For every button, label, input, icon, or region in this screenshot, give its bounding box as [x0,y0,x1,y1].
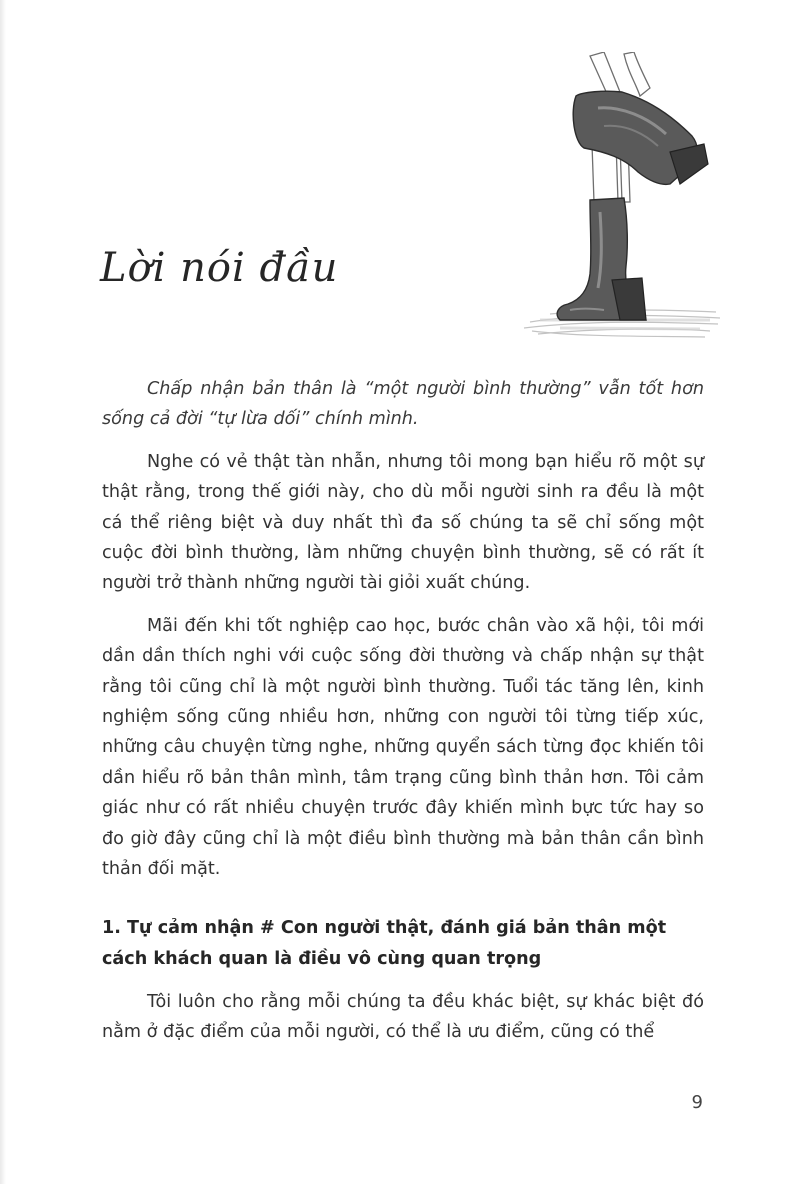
body-paragraph: Mãi đến khi tốt nghiệp cao học, bước chân vào xã hội, tôi mới dần dần thích nghi với cuộc sống đời thường và chấp nhận sự thật rằng tôi cũng chỉ là một người bình thường. Tuổi tác tăng lên, kinh nghiệm sống cũng nhiều hơn, những con người tôi từng tiếp xúc, những câu chuyện từng nghe, những quyển sách từng đọc khiến tôi dần hiểu rõ bản thân mình, tâm trạng cũng bình thản hơn. Tôi cảm giác như có rất nhiều chuyện trước đây khiến mình bực tức hay so đo giờ đây cũng chỉ là một điều bình thường mà bản thân cần bình thản đối mặt. [102,615,704,880]
chapter-title: Lời nói đầu [100,245,339,291]
body-paragraph: Tôi luôn cho rằng mỗi chúng ta đều khác biệt, sự khác biệt đó nằm ở đặc điểm của mỗi người, có thể là ưu điểm, cũng có thể [102,991,704,1042]
ankle-boots-illustration-icon [520,52,725,342]
section-heading: 1. Tự cảm nhận # Con người thật, đánh giá bản thân một cách khách quan là điều vô cùng quan trọng [102,917,667,969]
epigraph-paragraph: Chấp nhận bản thân là “một người bình thường” vẫn tốt hơn sống cả đời “tự lừa dối” chính mình. [102,379,704,430]
page-number: 9 [691,1092,703,1113]
page-edge-shadow [0,0,6,1184]
body-paragraph: Nghe có vẻ thật tàn nhẫn, nhưng tôi mong bạn hiểu rõ một sự thật rằng, trong thế giới này, cho dù mỗi người sinh ra đều là một cá thể riêng biệt và duy nhất thì đa số chúng ta sẽ chỉ sống một cuộc đời bình thường, làm những chuyện bình thường, sẽ có rất ít người trở thành những người tài giỏi xuất chúng. [102,451,704,594]
page-body [102,374,704,1047]
